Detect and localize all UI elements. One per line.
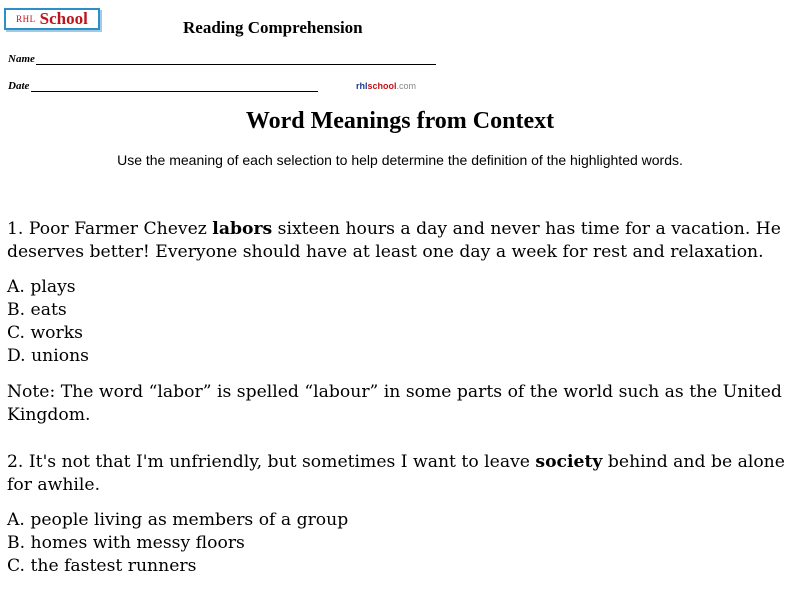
question-text-before: It's not that I'm unfriendly, but sometimes I want to leave	[28, 452, 530, 472]
answer-option: A. people living as members of a group	[7, 510, 349, 530]
worksheet-content	[7, 218, 787, 578]
answer-option: C. works	[7, 323, 83, 343]
site-text-part1: rhl	[356, 81, 368, 91]
question-1	[7, 218, 787, 264]
worksheet-title: Word Meanings from Context	[245, 108, 555, 134]
question-text-after: behind and be alone for awhile.	[7, 452, 785, 495]
highlighted-word: society	[535, 452, 603, 472]
question-note: Note: The word “labor” is spelled “labour” in some parts of the world such as the United Kingdom.	[7, 382, 782, 425]
header-title: Reading Comprehension	[183, 18, 363, 37]
date-line	[31, 91, 318, 92]
answer-option: C. the fastest runners	[7, 556, 197, 576]
question-text-after: sixteen hours a day and never has time for a vacation. He deserves better! Everyone should have at least one day a week for rest and relaxation.	[7, 219, 781, 262]
rhl-school-logo[interactable]	[4, 8, 100, 30]
question-number: 1.	[7, 219, 24, 239]
site-text-part2: school	[367, 81, 397, 91]
site-text-part3: .com	[396, 81, 417, 91]
question-text-before: Poor Farmer Chevez	[28, 219, 207, 239]
answer-option: D. unions	[7, 346, 89, 366]
logo-small-text: RHL	[16, 14, 36, 24]
answer-option: B. homes with messy floors	[7, 533, 245, 553]
name-line	[36, 64, 436, 65]
answer-option: A. plays	[7, 277, 76, 297]
question-number: 2.	[7, 452, 24, 472]
question-2	[7, 451, 787, 497]
date-label: Date	[8, 80, 30, 92]
highlighted-word: labors	[212, 219, 273, 239]
answer-option: B. eats	[7, 300, 67, 320]
worksheet-instructions: Use the meaning of each selection to help determine the definition of the highlighted words.	[117, 152, 683, 168]
logo-big-text: School	[39, 9, 88, 28]
site-link[interactable]	[356, 81, 416, 91]
name-label: Name	[8, 53, 35, 65]
